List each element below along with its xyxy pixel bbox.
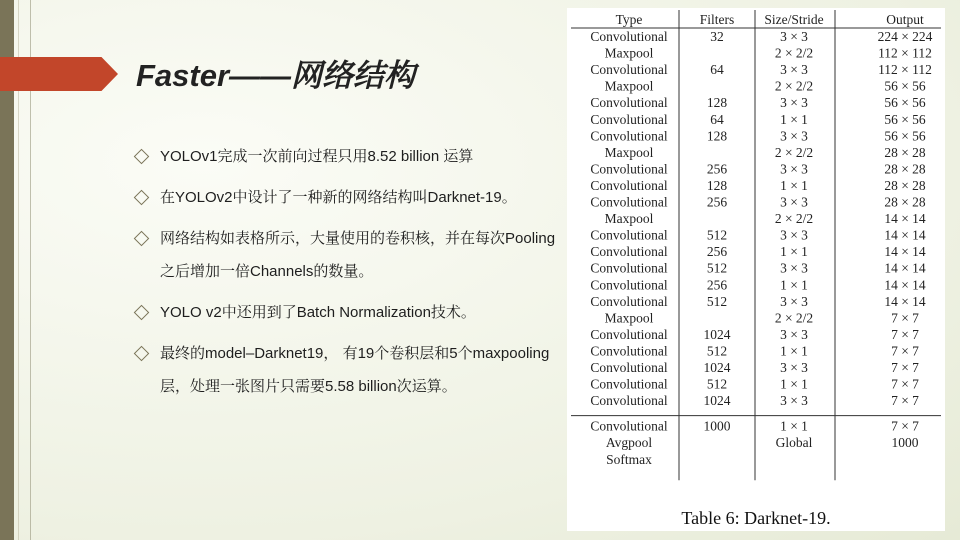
table-header-cell: Filters [699,12,735,27]
table-header-cell: Size/Stride [764,12,824,27]
table-cell: 256 [706,277,728,293]
diamond-bullet-icon [134,231,150,247]
table-cell: 3 × 3 [780,360,808,375]
table-cell: 128 [706,177,728,193]
table-cell: 3 × 3 [780,194,808,210]
table-cell: 128 [706,95,728,111]
table-cell: 256 [706,161,728,177]
table-cell: Convolutional [590,177,668,193]
table-cell: 2 × 2/2 [774,310,814,326]
table-cell: Convolutional [590,326,668,342]
table-cell: 112 × 112 [878,62,932,78]
table-cell: 1 × 1 [780,376,808,392]
table-cell: 56 × 56 [884,128,926,144]
table-cell: 3 × 3 [780,95,808,111]
table-cell: 14 × 14 [884,277,926,293]
table-cell: 512 [706,260,728,276]
table-cell: 32 [710,29,724,44]
table-cell: 3 × 3 [780,161,808,177]
table-cell: 3 × 3 [780,393,808,409]
table-cell: 3 × 3 [780,260,808,276]
table-cell: 14 × 14 [884,260,926,276]
table-cell: Maxpool [604,310,654,326]
table-cell: 512 [706,293,728,309]
table-cell: 1024 [703,326,731,342]
table-cell: 3 × 3 [780,326,808,342]
table-cell: 56 × 56 [884,95,926,111]
table-cell: 2 × 2/2 [774,144,814,160]
table-cell: Avgpool [605,435,653,451]
table-cell: Convolutional [590,343,668,359]
table-caption: Table 6: Darknet-19. [681,508,831,528]
table-cell: Maxpool [604,45,654,61]
table-cell: 7 × 7 [891,418,919,434]
table-cell: Convolutional [590,376,668,392]
table-cell: 1000 [891,435,919,451]
darknet-table [567,8,945,503]
table-cell: Convolutional [590,293,668,309]
table-cell: Convolutional [590,194,668,210]
table-cell: 256 [706,244,728,260]
table-cell: 3 × 3 [780,293,808,309]
bullet-item [134,181,559,214]
table-cell: 64 [710,62,724,78]
table-cell: 64 [710,111,724,127]
table-cell: 3 × 3 [780,62,808,78]
table-cell: Convolutional [590,29,668,44]
table-cell: 3 × 3 [780,128,808,144]
table-cell: 1024 [703,360,731,375]
title-arrow-shape [0,57,118,91]
table-cell: Convolutional [590,128,668,144]
table-cell: 56 × 56 [884,111,926,127]
table-cell: Convolutional [590,418,668,434]
table-cell: 7 × 7 [891,376,919,392]
table-cell: 1 × 1 [780,343,808,359]
table-cell: 1 × 1 [780,177,808,193]
table-header-cell: Type [615,12,643,27]
table-cell: 224 × 224 [877,29,933,44]
table-cell: Global [775,435,813,451]
table-cell: 2 × 2/2 [774,78,814,94]
bullet-text: YOLOv1完成一次前向过程只用8.52 billion 运算 [160,148,474,165]
bullet-item [134,337,559,403]
table-cell: 256 [706,194,728,210]
table-cell: 128 [706,128,728,144]
table-cell: 28 × 28 [884,177,926,193]
table-cell: 56 × 56 [884,78,926,94]
table-cell: 7 × 7 [891,360,919,375]
table-cell: 512 [706,343,728,359]
table-cell: 14 × 14 [884,227,926,243]
table-cell: 1 × 1 [780,111,808,127]
darknet-table-image [567,8,945,531]
table-cell: 7 × 7 [891,326,919,342]
table-cell: Convolutional [590,244,668,260]
table-cell: 112 × 112 [878,45,932,61]
diamond-bullet-icon [134,149,150,165]
table-cell: Maxpool [604,211,654,227]
table-cell: Maxpool [604,144,654,160]
bullet-item [134,140,559,173]
table-cell: 1024 [703,393,731,409]
table-cell: 7 × 7 [891,343,919,359]
table-cell: 14 × 14 [884,293,926,309]
table-cell: 1 × 1 [780,418,808,434]
table-cell: 7 × 7 [891,310,919,326]
slide-title: Faster——网络结构 [136,58,416,93]
table-cell: 3 × 3 [780,29,808,44]
table-cell: 1 × 1 [780,277,808,293]
table-cell: 512 [706,376,728,392]
table-cell: 1000 [703,418,731,434]
table-cell: 28 × 28 [884,194,926,210]
table-cell: Maxpool [604,78,654,94]
bullet-text: 网络结构如表格所示，大量使用的卷积核，并在每次Pooling之后增加一倍Channels的数量。 [160,230,556,280]
table-cell: Convolutional [590,227,668,243]
table-cell: 14 × 14 [884,244,926,260]
table-cell: Convolutional [590,62,668,78]
bullet-text: YOLO v2中还用到了Batch Normalization技术。 [160,304,476,321]
bullet-text: 在YOLOv2中设计了一种新的网络结构叫Darknet-19。 [160,189,517,206]
bullet-item [134,296,559,329]
diamond-bullet-icon [134,346,150,362]
table-cell: Convolutional [590,95,668,111]
table-cell: 28 × 28 [884,144,926,160]
table-cell: 7 × 7 [891,393,919,409]
table-cell: 28 × 28 [884,161,926,177]
table-cell: 512 [706,227,728,243]
bullet-item [134,222,559,288]
table-cell: Convolutional [590,260,668,276]
diamond-bullet-icon [134,190,150,206]
table-cell: 3 × 3 [780,227,808,243]
table-cell: Convolutional [590,360,668,375]
table-cell: Convolutional [590,161,668,177]
table-cell: Convolutional [590,111,668,127]
table-cell: 1 × 1 [780,244,808,260]
table-cell: 14 × 14 [884,211,926,227]
bullet-text: 最终的model–Darknet19， 有19个卷积层和5个maxpooling层，处理一张图片只需要5.58 billion次运算。 [160,345,550,395]
table-header-cell: Output [886,12,924,27]
bullet-list [134,140,559,411]
table-cell: 2 × 2/2 [774,45,814,61]
table-cell: Convolutional [590,277,668,293]
table-cell: Softmax [606,451,652,467]
diamond-bullet-icon [134,305,150,321]
table-cell: 2 × 2/2 [774,211,814,227]
table-cell: Convolutional [590,393,668,409]
